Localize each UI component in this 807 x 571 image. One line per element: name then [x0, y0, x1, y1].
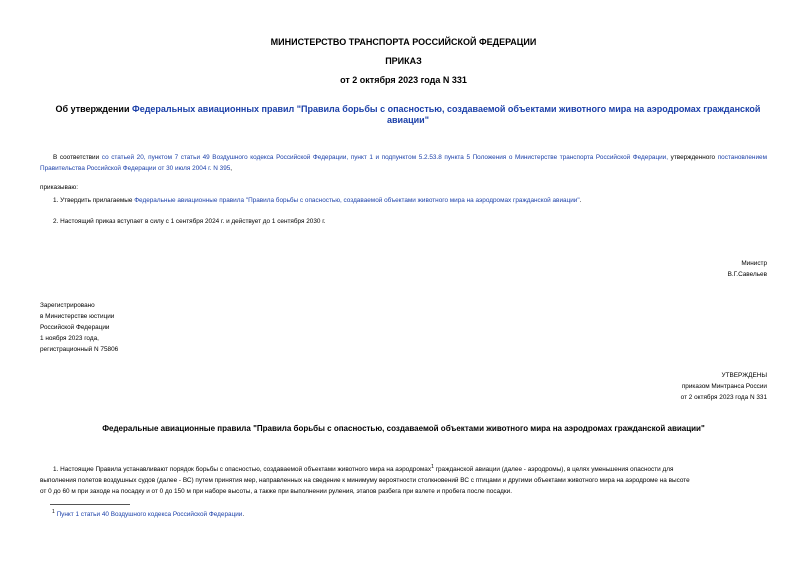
rules-p1-line1: [40, 462, 767, 475]
order-item-1: [53, 195, 767, 206]
signature-position: Министр: [741, 260, 767, 267]
preamble-law-link[interactable]: со статьей 20, пунктом 7 статьи 49 Воздушного кодекса Российской Федерации, пункт 1 и подпунктом 5.2.53.8 пункта 5 Положения о Министерстве транспорта Российской Федерации,: [101, 154, 669, 161]
ministry-heading: МИНИСТЕРСТВО ТРАНСПОРТА РОССИЙСКОЙ ФЕДЕРАЦИИ: [270, 37, 537, 47]
approved-line: приказом Минтранса России: [681, 383, 767, 390]
rules-p1-line3: от 0 до 60 м при заходе на посадку и от 0 до 150 м при наборе высоты, а также при выполнении руления, этапов разбега при взлете и пробега после посадки.: [40, 488, 513, 496]
footnote-mark: 1: [52, 509, 55, 515]
footnote-end: .: [242, 511, 245, 519]
preamble-decree-link[interactable]: постановлением Правительства Российской Федерации от 30 июля 2004 г. N 395: [40, 154, 767, 172]
approved-block: [681, 370, 767, 403]
order-title-link[interactable]: Федеральных авиационных правил "Правила борьбы с опасностью, создаваемой объектами животного мира на аэродромах гражданской: [132, 104, 761, 114]
preamble-paragraph: [40, 152, 767, 174]
approved-line: от 2 октября 2023 года N 331: [680, 394, 767, 401]
preamble-start: В соответствии: [53, 154, 100, 161]
footnote: [52, 507, 244, 520]
doc-type-heading: ПРИКАЗ: [385, 56, 422, 66]
preamble-end: ,: [230, 165, 233, 172]
footnote-ref[interactable]: 1: [431, 464, 434, 470]
registration-line: регистрационный N 75806: [40, 346, 119, 353]
order-date-number: от 2 октября 2023 года N 331: [340, 75, 467, 85]
rules-p1-line2: выполнения полетов воздушных судов (далее - ВС) путем принятия мер, направленных на сведение к минимуму вероятности столкновений ВС с птицами и другими объектами животного мира на аэродроме на высоте: [40, 477, 690, 485]
rules-p1-text-a: 1. Настоящие Правила устанавливают порядок борьбы с опасностью, создаваемой объектами животного мира на аэродромах: [53, 466, 432, 474]
rules-title: Федеральные авиационные правила "Правила борьбы с опасностью, создаваемой объектами животного мира на аэродромах гражданской авиации": [102, 424, 705, 433]
order-title-link-line2[interactable]: авиации": [387, 115, 429, 125]
registration-block: [40, 300, 118, 355]
order-item-2: 2. Настоящий приказ вступает в силу с 1 сентября 2024 г. и действует до 1 сентября 2030 г.: [53, 218, 326, 225]
footnote-link[interactable]: Пункт 1 статьи 40 Воздушного кодекса Российской Федерации: [56, 511, 243, 519]
item1-rules-link[interactable]: Федеральные авиационные правила "Правила борьбы с опасностью, создаваемой объектами животного мира на аэродромах гражданской авиации": [134, 197, 580, 204]
preamble-text: утвержденного: [670, 154, 716, 161]
order-title: [52, 104, 764, 126]
item1-end: .: [579, 197, 582, 204]
approved-line: УТВЕРЖДЕНЫ: [721, 372, 767, 379]
registration-line: 1 ноября 2023 года,: [40, 335, 99, 342]
prikazyvayu-text: приказываю:: [40, 184, 78, 191]
registration-line: Зарегистрировано: [40, 302, 95, 309]
signature-block: [728, 258, 767, 280]
registration-line: Российской Федерации: [40, 324, 110, 331]
footnote-divider: [50, 504, 130, 505]
signature-name: В.Г.Савельев: [727, 271, 767, 278]
item1-start: 1. Утвердить прилагаемые: [53, 197, 133, 204]
rules-p1-text-b: гражданской авиации (далее - аэродромы), в целях уменьшения опасности для: [435, 466, 674, 474]
registration-line: в Министерстве юстиции: [40, 313, 115, 320]
order-title-prefix: Об утверждении: [55, 104, 130, 114]
rules-paragraph-1: [40, 462, 767, 497]
